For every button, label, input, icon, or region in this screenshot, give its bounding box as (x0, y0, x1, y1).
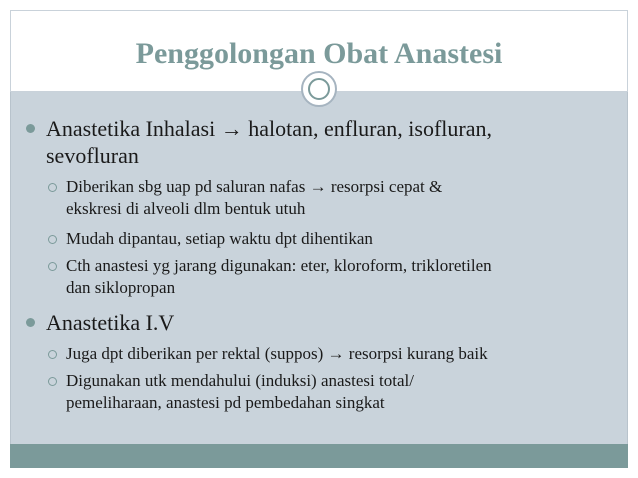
bullet-dot-icon (26, 318, 35, 327)
sub-bullet-2-1-line-1: Juga dpt diberikan per rektal (suppos) → resorpsi kurang baik (66, 344, 488, 363)
sub-bullet-ring-icon (48, 377, 57, 386)
sub-bullet-ring-icon (48, 235, 57, 244)
slide-title: Penggolongan Obat Anastesi (135, 37, 503, 70)
sub-bullet-1-3-line-1: Cth anastesi yg jarang digunakan: eter, kloroform, trikloretilen (66, 256, 492, 275)
sub-bullet-1-2-line-1: Mudah dipantau, setiap waktu dpt dihentikan (66, 229, 373, 248)
footer-bar (10, 444, 628, 468)
sub-bullet-1-1-line-1: Diberikan sbg uap pd saluran nafas → resorpsi cepat & (66, 177, 443, 196)
bullet-1-line-1: Anastetika Inhalasi → halotan, enfluran, isofluran, (46, 116, 492, 141)
sub-bullet-1-1-line-2: ekskresi di alveoli dlm bentuk utuh (66, 199, 306, 218)
divider-ring-icon (301, 71, 337, 107)
divider-ring-inner-icon (308, 78, 330, 100)
sub-bullet-ring-icon (48, 183, 57, 192)
sub-bullet-2-2-line-1: Digunakan utk mendahului (induksi) anastesi total/ (66, 371, 414, 390)
bullet-2-line-1: Anastetika I.V (46, 310, 175, 335)
bullet-1-line-2: sevofluran (46, 143, 139, 168)
sub-bullet-ring-icon (48, 262, 57, 271)
bullet-dot-icon (26, 124, 35, 133)
sub-bullet-ring-icon (48, 350, 57, 359)
sub-bullet-2-2-line-2: pemeliharaan, anastesi pd pembedahan singkat (66, 393, 385, 412)
sub-bullet-1-3-line-2: dan siklopropan (66, 278, 176, 297)
